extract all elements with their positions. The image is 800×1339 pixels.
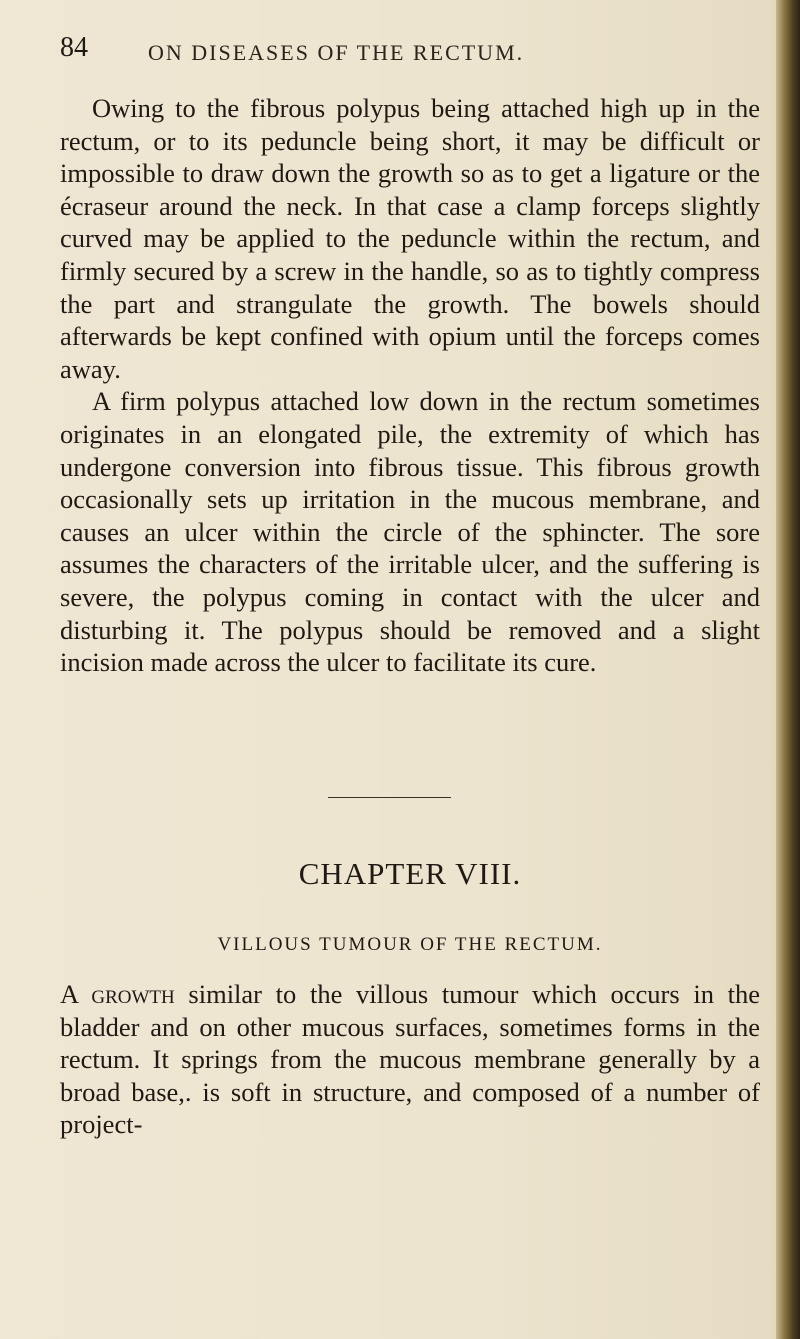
paragraph	[60, 978, 760, 1141]
paragraph: Owing to the fibrous polypus being attached high up in the rectum, or to its peduncle being short, it may be difficult or impossible to draw down the growth so as to get a ligature or the écraseur around the neck. In that case a clamp forceps slightly curved may be applied to the peduncle within the rectum, and firmly secured by a screw in the handle, so as to tightly compress the part and strangulate the growth. The bowels should afterwards be kept confined with opium until the forceps comes away.	[60, 93, 760, 384]
opening-paragraph-text: similar to the villous tumour which occurs in the bladder and on other mucous surfaces, sometimes forms in the rectum. It springs from the mucous membrane generally by a broad base,. is soft in structure, and composed of a number of project-	[60, 979, 760, 1140]
body-text	[60, 92, 760, 679]
page-number: 84	[60, 32, 88, 63]
chapter-body	[60, 978, 760, 1141]
page-edge-shadow	[776, 0, 800, 1339]
running-head-title: ON DISEASES OF THE RECTUM.	[148, 40, 525, 65]
chapter-title: CHAPTER VIII.	[298, 856, 522, 891]
opening-words: A growth	[60, 979, 175, 1009]
section-divider	[328, 797, 451, 798]
paragraph: A firm polypus attached low down in the rectum sometimes originates in an elongated pile, the extremity of which has undergone conversion into fibrous tissue. This fibrous growth occasionally sets up irritation in the mucous membrane, and causes an ulcer within the circle of the sphincter. The sore assumes the characters of the irritable ulcer, and the suffering is severe, the polypus coming in contact with the ulcer and disturbing it. The polypus should be removed and a slight incision made across the ulcer to facilitate its cure.	[60, 386, 760, 678]
chapter-subtitle: VILLOUS TUMOUR OF THE RECTUM.	[217, 934, 603, 955]
running-head	[60, 32, 760, 72]
